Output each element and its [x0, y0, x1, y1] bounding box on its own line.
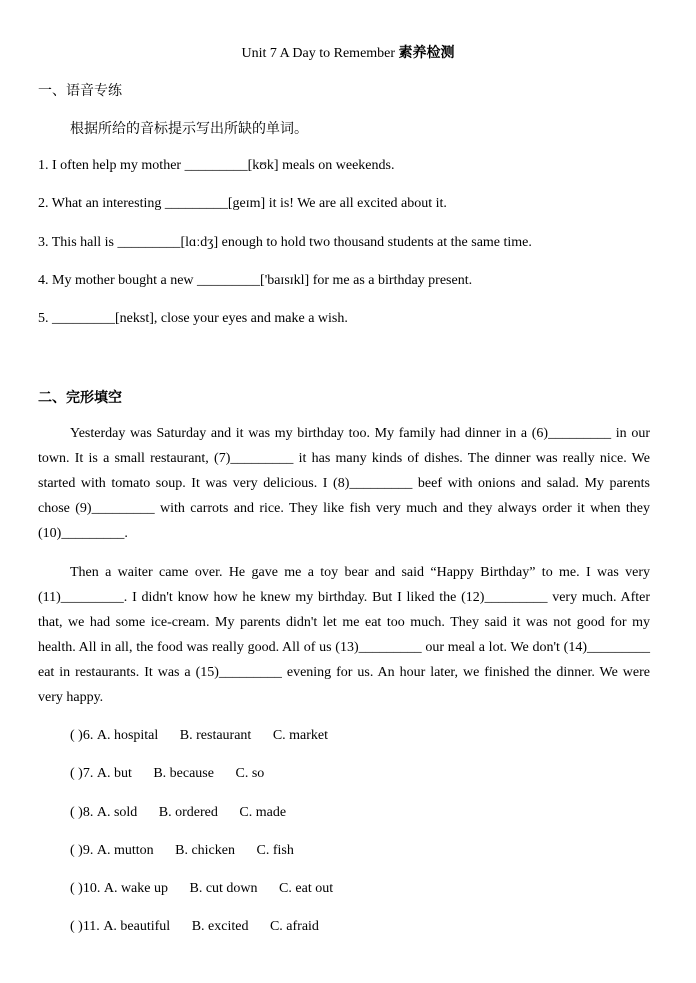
cloze-paragraph-1: Yesterday was Saturday and it was my birthday too. My family had dinner in a (6)_________ in our town. It is a small restaurant, (7)_________ it has many kinds of dishes. The dinner was really nice. We started with tomato soup. It was very delicious. I (8)_________ beef with onions and salad. My parents chose (9)_________ with carrots and rice. They like fish very much and they always order it when they (10)_________.: [38, 426, 650, 541]
option-a: A. but: [96, 766, 132, 781]
option-a: A. hospital: [96, 728, 159, 743]
option-a: A. beautiful: [103, 919, 171, 934]
option-number: ( )7.: [70, 766, 94, 781]
option-b: B. chicken: [175, 843, 235, 858]
option-b: B. excited: [191, 919, 249, 934]
option-row-10: [70, 881, 333, 897]
question-2: 2. What an interesting _________[geɪm] it is! We are all excited about it.: [38, 196, 447, 211]
question-1: 1. I often help my mother _________[kʊk] meals on weekends.: [38, 158, 395, 173]
title-chinese: 素养检测: [398, 45, 455, 61]
option-c: C. so: [235, 766, 265, 781]
option-number: ( )8.: [70, 805, 94, 820]
option-a: A. wake up: [103, 881, 168, 896]
option-b: B. because: [153, 766, 214, 781]
section1-heading: 一、语音专练: [38, 83, 122, 99]
section2-heading: 二、完形填空: [38, 390, 122, 406]
option-row-7: [70, 766, 264, 782]
option-number: ( )6.: [70, 728, 94, 743]
option-row-8: [70, 805, 286, 821]
question-3: 3. This hall is _________[lɑːdʒ] enough to hold two thousand students at the same time.: [38, 235, 532, 250]
cloze-paragraph-2: Then a waiter came over. He gave me a toy bear and said “Happy Birthday” to me. I was very (11)_________. I didn't know how he knew my birthday. But I liked the (12)_________ very much. After that, we had some ice-cream. My parents didn't let me eat too much. They said it was not good for my health. All in all, the food was really good. All of us (13)_________ our meal a lot. We don't (14)_________ eat in restaurants. It was a (15)_________ evening for us. An hour later, we finished the dinner. We were very happy.: [38, 565, 650, 705]
option-b: B. ordered: [158, 805, 218, 820]
option-number: ( )9.: [70, 843, 94, 858]
option-row-9: [70, 843, 294, 859]
page-title: [0, 42, 696, 62]
option-row-11: [70, 919, 319, 935]
title-english: Unit 7 A Day to Remember: [241, 46, 396, 61]
option-b: B. cut down: [189, 881, 258, 896]
question-5: 5. _________[nekst], close your eyes and make a wish.: [38, 311, 348, 326]
option-row-6: [70, 728, 328, 744]
option-number: ( )10.: [70, 881, 101, 896]
option-c: C. market: [272, 728, 329, 743]
option-c: C. made: [239, 805, 287, 820]
option-a: A. mutton: [96, 843, 154, 858]
section1-instruction: 根据所给的音标提示写出所缺的单词。: [70, 121, 308, 137]
option-c: C. fish: [256, 843, 294, 858]
option-b: B. restaurant: [179, 728, 252, 743]
option-a: A. sold: [96, 805, 138, 820]
question-4: 4. My mother bought a new _________['baɪsɪkl] for me as a birthday present.: [38, 273, 473, 288]
option-c: C. afraid: [269, 919, 319, 934]
option-c: C. eat out: [279, 881, 334, 896]
option-number: ( )11.: [70, 919, 100, 934]
